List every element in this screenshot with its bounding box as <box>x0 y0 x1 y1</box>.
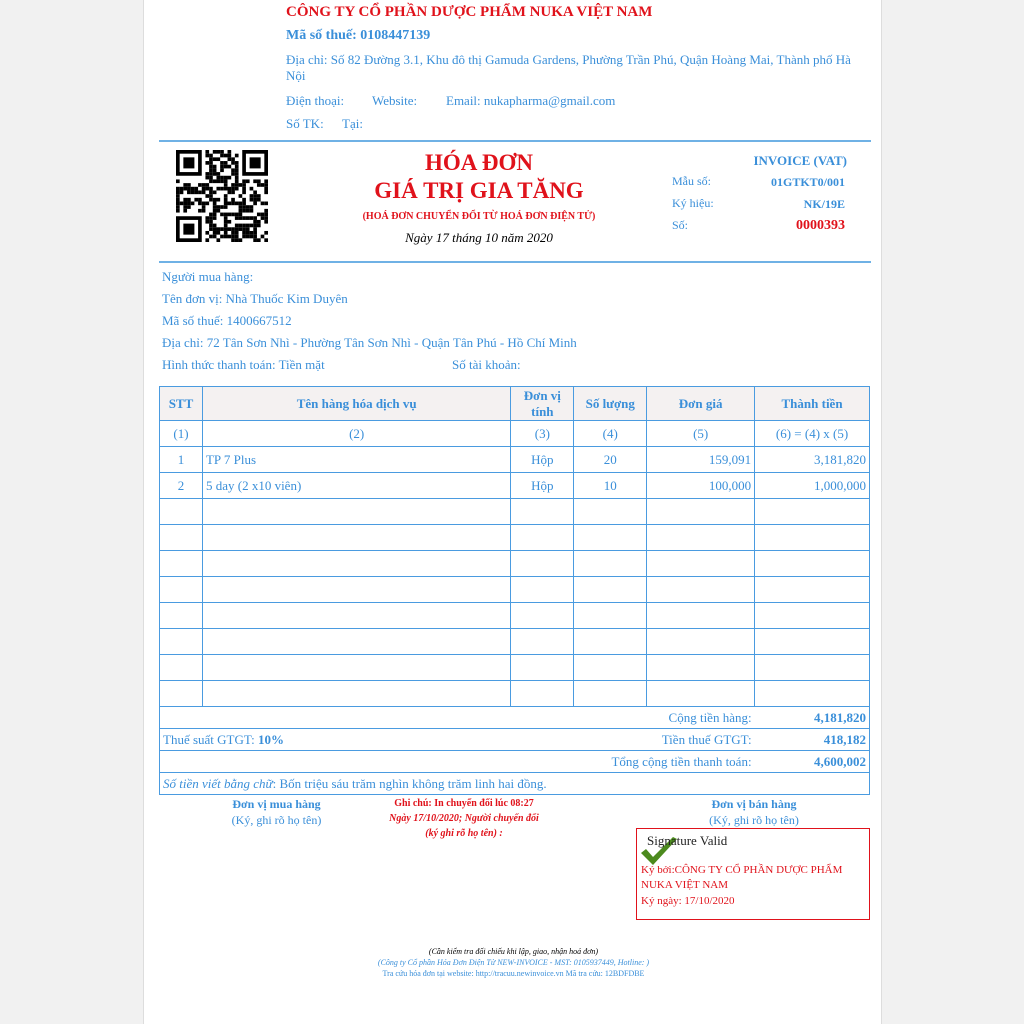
seller-account: Số TK: <box>286 116 324 131</box>
empty-cell <box>160 629 203 655</box>
empty-cell <box>647 499 755 525</box>
empty-cell <box>511 525 574 551</box>
empty-cell <box>160 499 203 525</box>
symbol: NK/19E <box>803 197 845 211</box>
empty-cell <box>574 629 647 655</box>
index-cell: (2) <box>202 421 510 447</box>
signed-by: Ký bởi:CÔNG TY CỔ PHẦN DƯỢC PHẨM NUKA VIỆT NAM <box>641 864 843 891</box>
title-line2: GIÁ TRỊ GIA TĂNG <box>374 178 584 203</box>
empty-cell <box>647 551 755 577</box>
empty-cell <box>202 603 510 629</box>
form-label: Mẫu số: <box>672 174 711 188</box>
payment-method: Hình thức thanh toán: Tiền mặt <box>162 357 325 372</box>
col-name: Tên hàng hóa dịch vụ <box>202 387 510 421</box>
note-line2: Ngày 17/10/2020; Người chuyển đổi <box>389 813 539 824</box>
empty-row <box>160 577 870 603</box>
empty-cell <box>511 681 574 707</box>
invoice-type: INVOICE (VAT) <box>753 153 847 168</box>
divider <box>159 261 871 263</box>
empty-cell <box>160 655 203 681</box>
index-row <box>160 421 870 447</box>
signature-valid: Signature Valid <box>647 833 728 848</box>
item-unit: Hộp <box>511 473 574 499</box>
title-line1: HÓA ĐƠN <box>425 150 533 175</box>
empty-cell <box>202 681 510 707</box>
empty-cell <box>202 629 510 655</box>
col-price: Đơn giá <box>647 387 755 421</box>
empty-cell <box>511 499 574 525</box>
empty-cell <box>647 655 755 681</box>
header-row <box>160 387 870 421</box>
footer-line1: (Cần kiểm tra đối chiếu khi lập, giao, nhận hoá đơn) <box>428 947 599 956</box>
empty-cell <box>755 655 870 681</box>
title-subtitle: (HOÁ ĐƠN CHUYỂN ĐỔI TỪ HOÁ ĐƠN ĐIỆN TỬ) <box>362 211 596 222</box>
qr-code <box>176 150 268 242</box>
empty-cell <box>160 681 203 707</box>
empty-cell <box>160 603 203 629</box>
vat-rate-label: Thuế suất GTGT: <box>163 731 255 747</box>
empty-cell <box>647 629 755 655</box>
note-line3: (ký ghi rõ họ tên) : <box>425 828 503 839</box>
col-stt: STT <box>160 387 203 421</box>
empty-cell <box>202 655 510 681</box>
empty-cell <box>755 629 870 655</box>
seller-sign-sub: (Ký, ghi rõ họ tên) <box>709 813 799 827</box>
symbol-label: Ký hiệu: <box>672 196 714 210</box>
index-cell: (5) <box>647 421 755 447</box>
empty-cell <box>574 551 647 577</box>
empty-cell <box>574 655 647 681</box>
buyer-tax-code: Mã số thuế: 1400667512 <box>162 313 292 328</box>
words-value: : Bốn triệu sáu trăm nghìn không trăm linh hai đồng. <box>272 775 547 791</box>
empty-cell <box>511 603 574 629</box>
subtotal-label: Cộng tiền hàng: <box>160 707 755 729</box>
total-value: 4,600,002 <box>755 751 870 773</box>
empty-cell <box>574 603 647 629</box>
item-name: TP 7 Plus <box>202 447 510 473</box>
empty-cell <box>755 577 870 603</box>
empty-row <box>160 525 870 551</box>
empty-cell <box>574 681 647 707</box>
index-cell: (4) <box>574 421 647 447</box>
empty-cell <box>511 629 574 655</box>
empty-cell <box>574 499 647 525</box>
vat-label: Tiền thuế GTGT: <box>574 729 755 751</box>
seller-name: CÔNG TY CỔ PHẦN DƯỢC PHẨM NUKA VIỆT NAM <box>286 4 653 20</box>
empty-cell <box>202 499 510 525</box>
table-row <box>160 473 870 499</box>
footer-line2: (Công ty Cổ phần Hóa Đơn Điện Tử NEW-INVOICE - MST: 0105937449, Hotline: ) <box>377 958 650 967</box>
form-number: 01GTKT0/001 <box>770 175 845 189</box>
digital-signature-box[interactable] <box>636 828 870 920</box>
empty-row <box>160 603 870 629</box>
col-qty: Số lượng <box>574 387 647 421</box>
buyer-address: Địa chỉ: 72 Tân Sơn Nhì - Phường Tân Sơn Nhì - Quận Tân Phú - Hồ Chí Minh <box>162 335 577 350</box>
divider <box>159 140 871 142</box>
empty-cell <box>755 551 870 577</box>
subtotal-value: 4,181,820 <box>755 707 870 729</box>
empty-row <box>160 551 870 577</box>
footer-line3: Tra cứu hóa đơn tại website: http://tracuu.newinvoice.vn Mã tra cứu: 12BDFDBE <box>382 969 645 978</box>
empty-row <box>160 681 870 707</box>
vat-rate <box>160 729 574 751</box>
col-unit: Đơn vị tính <box>511 387 574 421</box>
subtotal-row <box>160 707 870 729</box>
empty-row <box>160 499 870 525</box>
seller-sign-title: Đơn vị bán hàng <box>711 797 797 811</box>
total-row <box>160 751 870 773</box>
seller-bank: Tại: <box>342 116 363 131</box>
item-qty: 20 <box>574 447 647 473</box>
empty-cell <box>647 681 755 707</box>
empty-cell <box>647 577 755 603</box>
words-label: Số tiền viết bằng chữ <box>163 775 273 791</box>
note-line1: Ghi chú: In chuyển đổi lúc 08:27 <box>394 798 534 809</box>
words-row <box>160 773 870 795</box>
item-qty: 10 <box>574 473 647 499</box>
vat-value: 418,182 <box>755 729 870 751</box>
total-label: Tổng cộng tiền thanh toán: <box>160 751 755 773</box>
vat-row <box>160 729 870 751</box>
index-cell: (3) <box>511 421 574 447</box>
index-cell: (6) = (4) x (5) <box>755 421 870 447</box>
empty-cell <box>755 499 870 525</box>
item-name: 5 day (2 x10 viên) <box>202 473 510 499</box>
empty-cell <box>202 577 510 603</box>
empty-cell <box>202 551 510 577</box>
empty-cell <box>574 525 647 551</box>
item-total: 3,181,820 <box>755 447 870 473</box>
empty-cell <box>755 525 870 551</box>
invoice-date: Ngày 17 tháng 10 năm 2020 <box>405 230 553 245</box>
buyer-account: Số tài khoản: <box>452 357 521 372</box>
number-label: Số: <box>672 218 689 232</box>
empty-cell <box>160 577 203 603</box>
buyer-unit: Tên đơn vị: Nhà Thuốc Kim Duyên <box>162 291 348 306</box>
item-unit: Hộp <box>511 447 574 473</box>
item-price: 159,091 <box>647 447 755 473</box>
signed-date: Ký ngày: 17/10/2020 <box>641 895 735 907</box>
empty-cell <box>511 577 574 603</box>
item-stt: 1 <box>160 447 203 473</box>
empty-cell <box>755 603 870 629</box>
amount-in-words <box>160 773 870 795</box>
buyer-person: Người mua hàng: <box>162 269 254 284</box>
empty-cell <box>511 551 574 577</box>
buyer-sign-title: Đơn vị mua hàng <box>232 797 321 811</box>
seller-email: Email: nukapharma@gmail.com <box>446 93 616 108</box>
empty-cell <box>755 681 870 707</box>
seller-website: Website: <box>372 93 418 108</box>
item-total: 1,000,000 <box>755 473 870 499</box>
vat-rate-value: 10% <box>258 731 285 747</box>
index-cell: (1) <box>160 421 203 447</box>
empty-cell <box>574 577 647 603</box>
seller-tax-code: Mã số thuế: 0108447139 <box>286 28 431 43</box>
empty-cell <box>511 655 574 681</box>
empty-row <box>160 655 870 681</box>
col-total: Thành tiền <box>755 387 870 421</box>
invoice-page <box>143 0 882 1024</box>
items-table <box>159 386 870 795</box>
seller-address: Địa chỉ: Số 82 Đường 3.1, Khu đô thị Gamuda Gardens, Phường Trần Phú, Quận Hoàng Mai, Thành phố Hà Nội <box>286 52 851 83</box>
item-stt: 2 <box>160 473 203 499</box>
item-price: 100,000 <box>647 473 755 499</box>
empty-cell <box>160 551 203 577</box>
empty-cell <box>202 525 510 551</box>
empty-cell <box>647 603 755 629</box>
empty-row <box>160 629 870 655</box>
seller-phone: Điện thoại: <box>286 93 345 108</box>
buyer-sign-sub: (Ký, ghi rõ họ tên) <box>231 813 322 827</box>
empty-cell <box>160 525 203 551</box>
empty-cell <box>647 525 755 551</box>
table-row <box>160 447 870 473</box>
invoice-number: 0000393 <box>796 218 845 233</box>
